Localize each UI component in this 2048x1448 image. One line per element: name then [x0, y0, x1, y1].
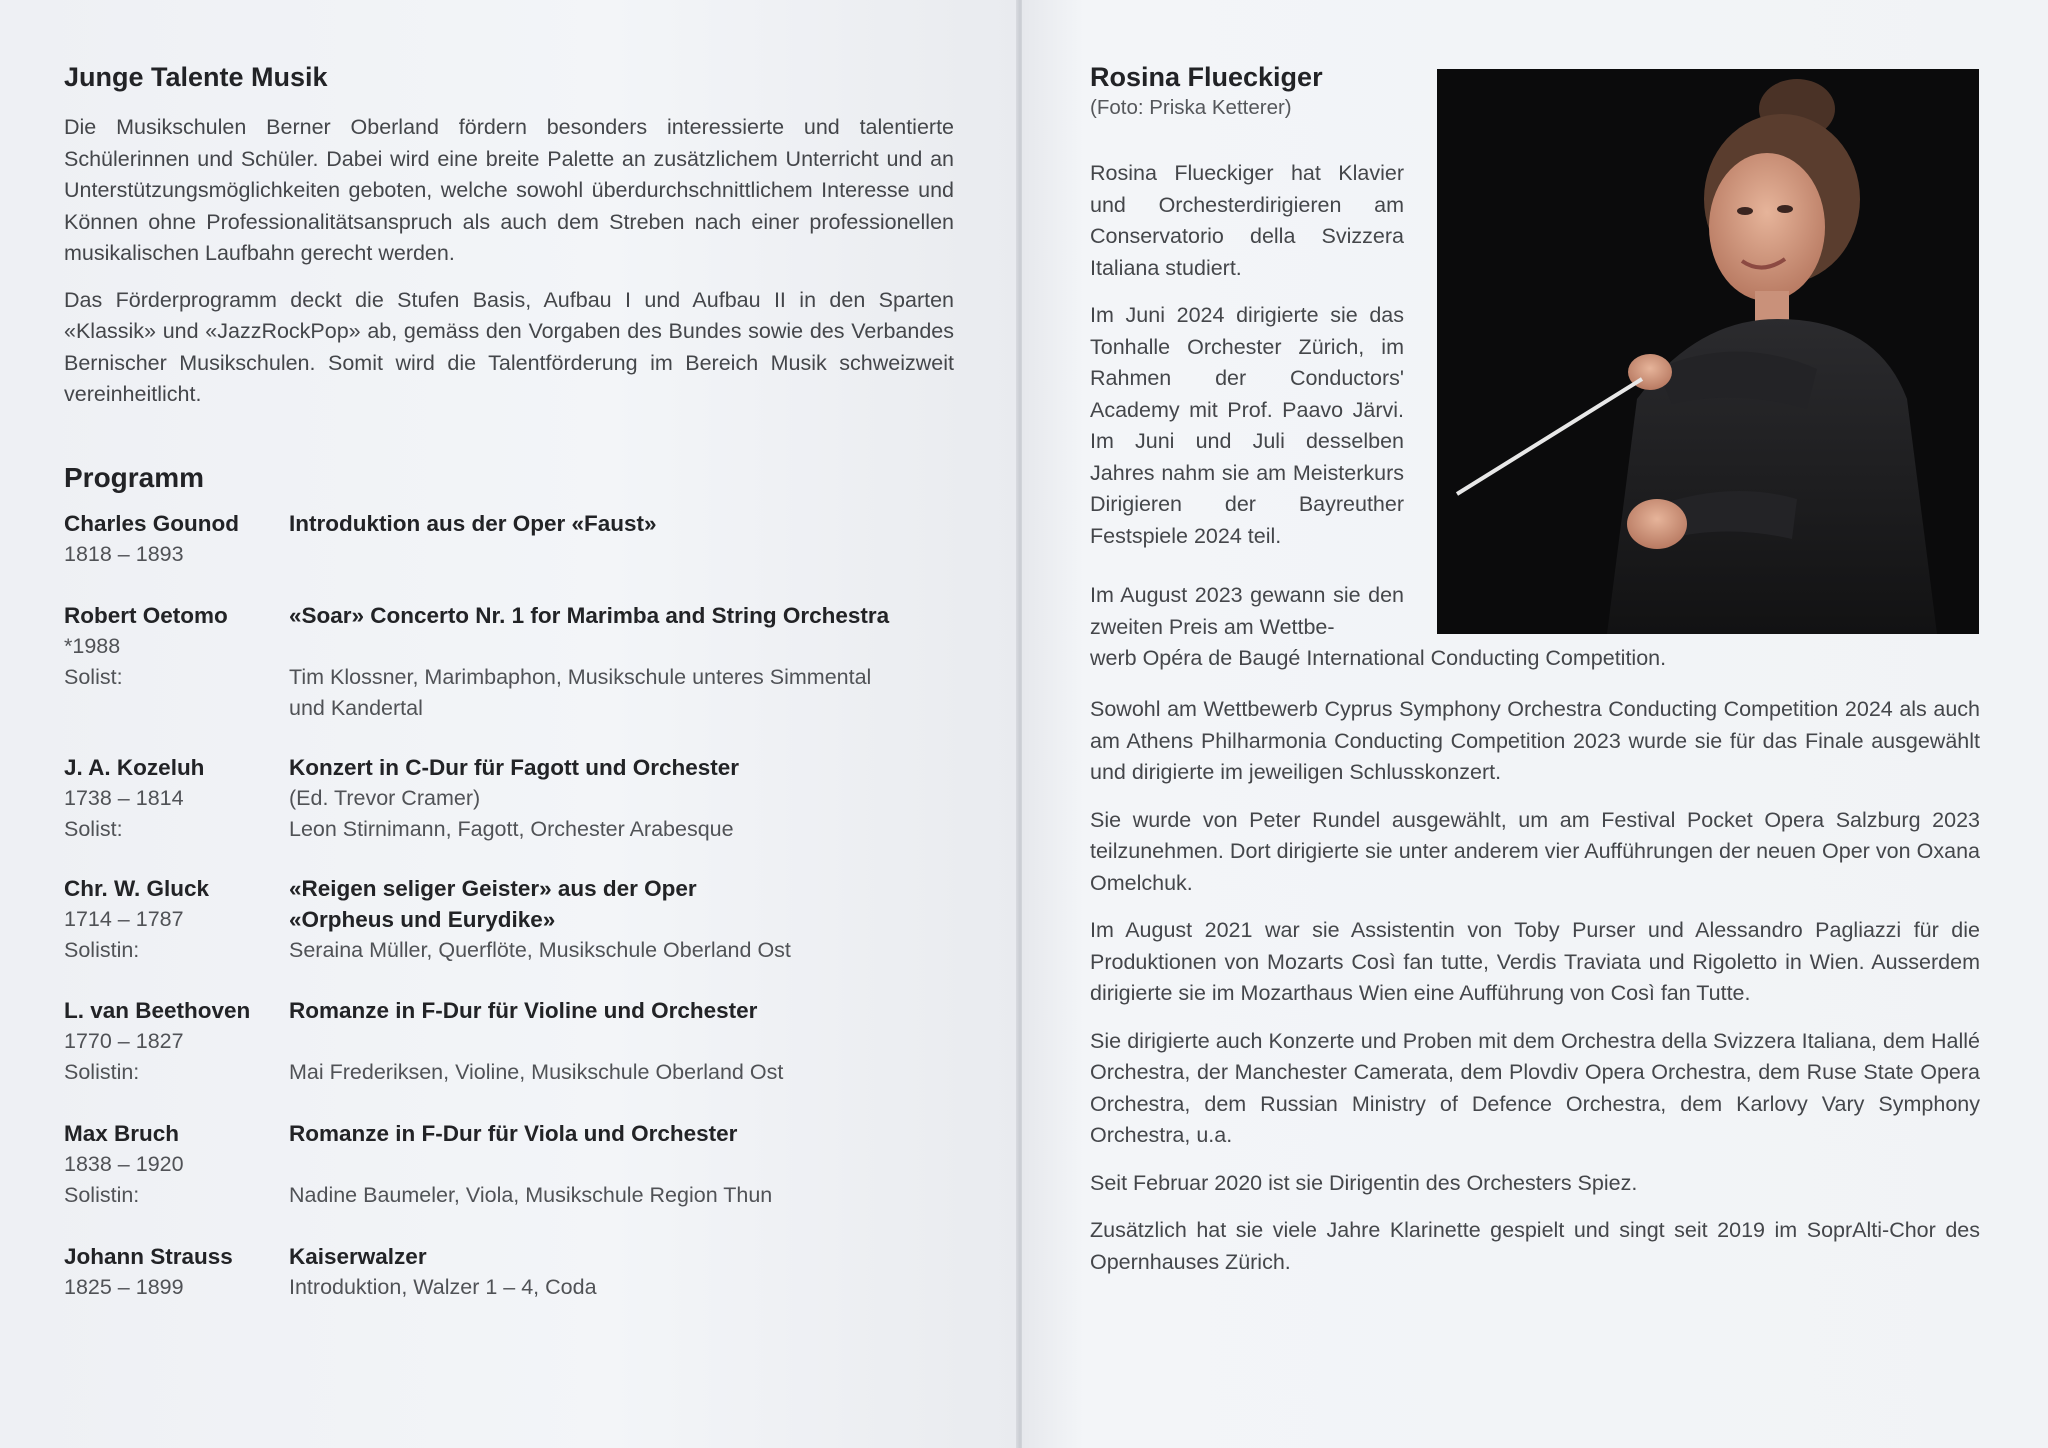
- composer-dates: 1825 – 1899: [64, 1275, 184, 1299]
- work-title: Introduktion aus der Oper «Faust»: [289, 511, 657, 536]
- program-item: [64, 1241, 964, 1307]
- composer-name: Charles Gounod: [64, 511, 240, 536]
- work-title: «Reigen seliger Geister» aus der Oper: [289, 876, 697, 901]
- bio-paragraph-3-end-wrap: [1090, 643, 1980, 675]
- composer-name: L. van Beethoven: [64, 998, 251, 1023]
- soloist-role: Solistin:: [64, 1183, 140, 1207]
- performer-detail: Leon Stirnimann, Fagott, Orchester Arabesque: [289, 817, 734, 841]
- bio-paragraph-3-end: werb Opéra de Baugé International Conducting Competition.: [1090, 646, 1667, 670]
- intro-paragraph-1: Die Musikschulen Berner Oberland fördern besonders interessierte und talentierte Schülerinnen und Schüler. Dabei wird eine breite Palette an zusätzlichem Unterricht und an Unterstützungsmöglichkeiten geboten, welche sowohl überdurchschnittlichem Interesse und Können ohne Professionalitätsanspruch als auch dem Streben nach einer professionellen musikalischen Laufbahn gerecht werden.: [64, 115, 954, 265]
- bio-paragraph-2: Im Juni 2024 dirigierte sie das Tonhalle Orchester Zürich, im Rahmen der Conductors' Academy mit Prof. Paavo Järvi. Im Juni und Juli desselben Jahres nahm sie am Meisterkurs Dirigieren der Bayreuther Festspiele 2024 teil.: [1090, 303, 1404, 548]
- work-title: Konzert in C-Dur für Fagott und Orchester: [289, 755, 739, 780]
- composer-dates: *1988: [64, 634, 121, 658]
- program-item: [64, 508, 964, 600]
- soloist-role: Solist:: [64, 665, 123, 689]
- work-title-continued: «Orpheus und Eurydike»: [289, 907, 556, 932]
- performer-detail: Seraina Müller, Querflöte, Musikschule Oberland Ost: [289, 938, 791, 962]
- composer-dates: 1714 – 1787: [64, 907, 184, 931]
- conductor-portrait-photo: [1437, 69, 1979, 634]
- performer-detail: Nadine Baumeler, Viola, Musikschule Region Thun: [289, 1183, 773, 1207]
- bio-paragraph-5: Sie wurde von Peter Rundel ausgewählt, um am Festival Pocket Opera Salzburg 2023 teilzunehmen. Dort dirigierte sie unter anderem vier Aufführungen der neuen Oper von Oxana Omelchuk.: [1090, 807, 1980, 895]
- composer-name: Max Bruch: [64, 1121, 180, 1146]
- work-title: Romanze in F-Dur für Violine und Orchester: [289, 998, 758, 1023]
- photo-caption: (Foto: Priska Ketterer): [1090, 96, 1292, 119]
- program-item: [64, 600, 964, 752]
- performer-detail: Tim Klossner, Marimbaphon, Musikschule unteres Simmental: [289, 665, 872, 689]
- left-page: [0, 0, 1018, 1448]
- performer-detail: Mai Frederiksen, Violine, Musikschule Oberland Ost: [289, 1060, 784, 1084]
- movement-detail: Introduktion, Walzer 1 – 4, Coda: [289, 1275, 597, 1299]
- composer-name: Robert Oetomo: [64, 603, 228, 628]
- performer-detail-continued: und Kandertal: [289, 696, 423, 720]
- composer-name: J. A. Kozeluh: [64, 755, 205, 780]
- conductor-portrait-icon: [1437, 69, 1979, 634]
- bio-paragraph-8: Seit Februar 2020 ist sie Dirigentin des Orchesters Spiez.: [1090, 1170, 1638, 1195]
- bio-title: Rosina Flueckiger: [1090, 62, 1323, 92]
- bio-paragraph-1: Rosina Flueckiger hat Klavier und Orchesterdirigieren am Conservatorio della Svizzera Italiana studiert.: [1090, 161, 1404, 280]
- bio-paragraph-6: Im August 2021 war sie Assistentin von Toby Purser und Alessandro Pagliazzi für die Produktionen von Mozarts Così fan tutte, Verdis Traviata und Rigoletto in Wien. Ausserdem dirigierte sie im Mozarthaus Wien eine Aufführung von Così fan Tutte.: [1090, 918, 1980, 1005]
- edition-detail: (Ed. Trevor Cramer): [289, 786, 481, 810]
- bio-paragraph-7: Sie dirigierte auch Konzerte und Proben mit dem Orchestra della Svizzera Italiana, dem Hallé Orchestra, der Manchester Camerata, dem Plovdiv Opera Orchestra, dem Ruse State Opera Orchestra, dem Russian Ministry of Defence Orchestra, dem Karlovy Vary Symphony Orchestra, u.a.: [1090, 1028, 1980, 1147]
- program-list: [64, 508, 964, 1307]
- intro-body: [64, 112, 954, 411]
- composer-name: Johann Strauss: [64, 1244, 233, 1269]
- bio-paragraph-3: [1090, 580, 1404, 643]
- composer-dates: 1738 – 1814: [64, 786, 184, 810]
- bio-narrow-column: [1090, 158, 1404, 552]
- soloist-role: Solist:: [64, 817, 123, 841]
- bio-paragraph-3-start: Im August 2023 gewann sie den zweiten Preis am Wettbe-: [1090, 583, 1404, 639]
- work-title: «Soar» Concerto Nr. 1 for Marimba and String Orchestra: [289, 603, 890, 628]
- bio-wide-column: [1090, 694, 1980, 1278]
- bio-paragraph-4: Sowohl am Wettbewerb Cyprus Symphony Orchestra Conducting Competition 2024 als auch am Athens Philharmonia Conducting Competition 2023 wurde sie für das Finale ausgewählt und dirigierte im jeweiligen Schlusskonzert.: [1090, 697, 1980, 784]
- intro-title: Junge Talente Musik: [64, 62, 328, 92]
- program-item: [64, 752, 964, 873]
- program-item: [64, 1118, 964, 1241]
- bio-paragraph-9: Zusätzlich hat sie viele Jahre Klarinette gespielt und singt seit 2019 im SoprAlti-Chor des Opernhauses Zürich.: [1090, 1218, 1980, 1274]
- soloist-role: Solistin:: [64, 1060, 140, 1084]
- program-item: [64, 873, 964, 995]
- work-title: Kaiserwalzer: [289, 1244, 427, 1269]
- composer-dates: 1818 – 1893: [64, 542, 184, 566]
- intro-paragraph-2: Das Förderprogramm deckt die Stufen Basis, Aufbau I und Aufbau II in den Sparten «Klassik» und «JazzRockPop» ab, gemäss den Vorgaben des Bundes sowie des Verbandes Bernischer Musikschulen. Somit wird die Talentförderung im Bereich Musik schweizweit vereinheitlicht.: [64, 287, 954, 406]
- composer-dates: 1770 – 1827: [64, 1029, 184, 1053]
- program-item: [64, 995, 964, 1118]
- soloist-role: Solistin:: [64, 938, 140, 962]
- work-title: Romanze in F-Dur für Viola und Orchester: [289, 1121, 738, 1146]
- composer-name: Chr. W. Gluck: [64, 876, 210, 901]
- composer-dates: 1838 – 1920: [64, 1152, 184, 1176]
- program-title: Programm: [64, 462, 205, 493]
